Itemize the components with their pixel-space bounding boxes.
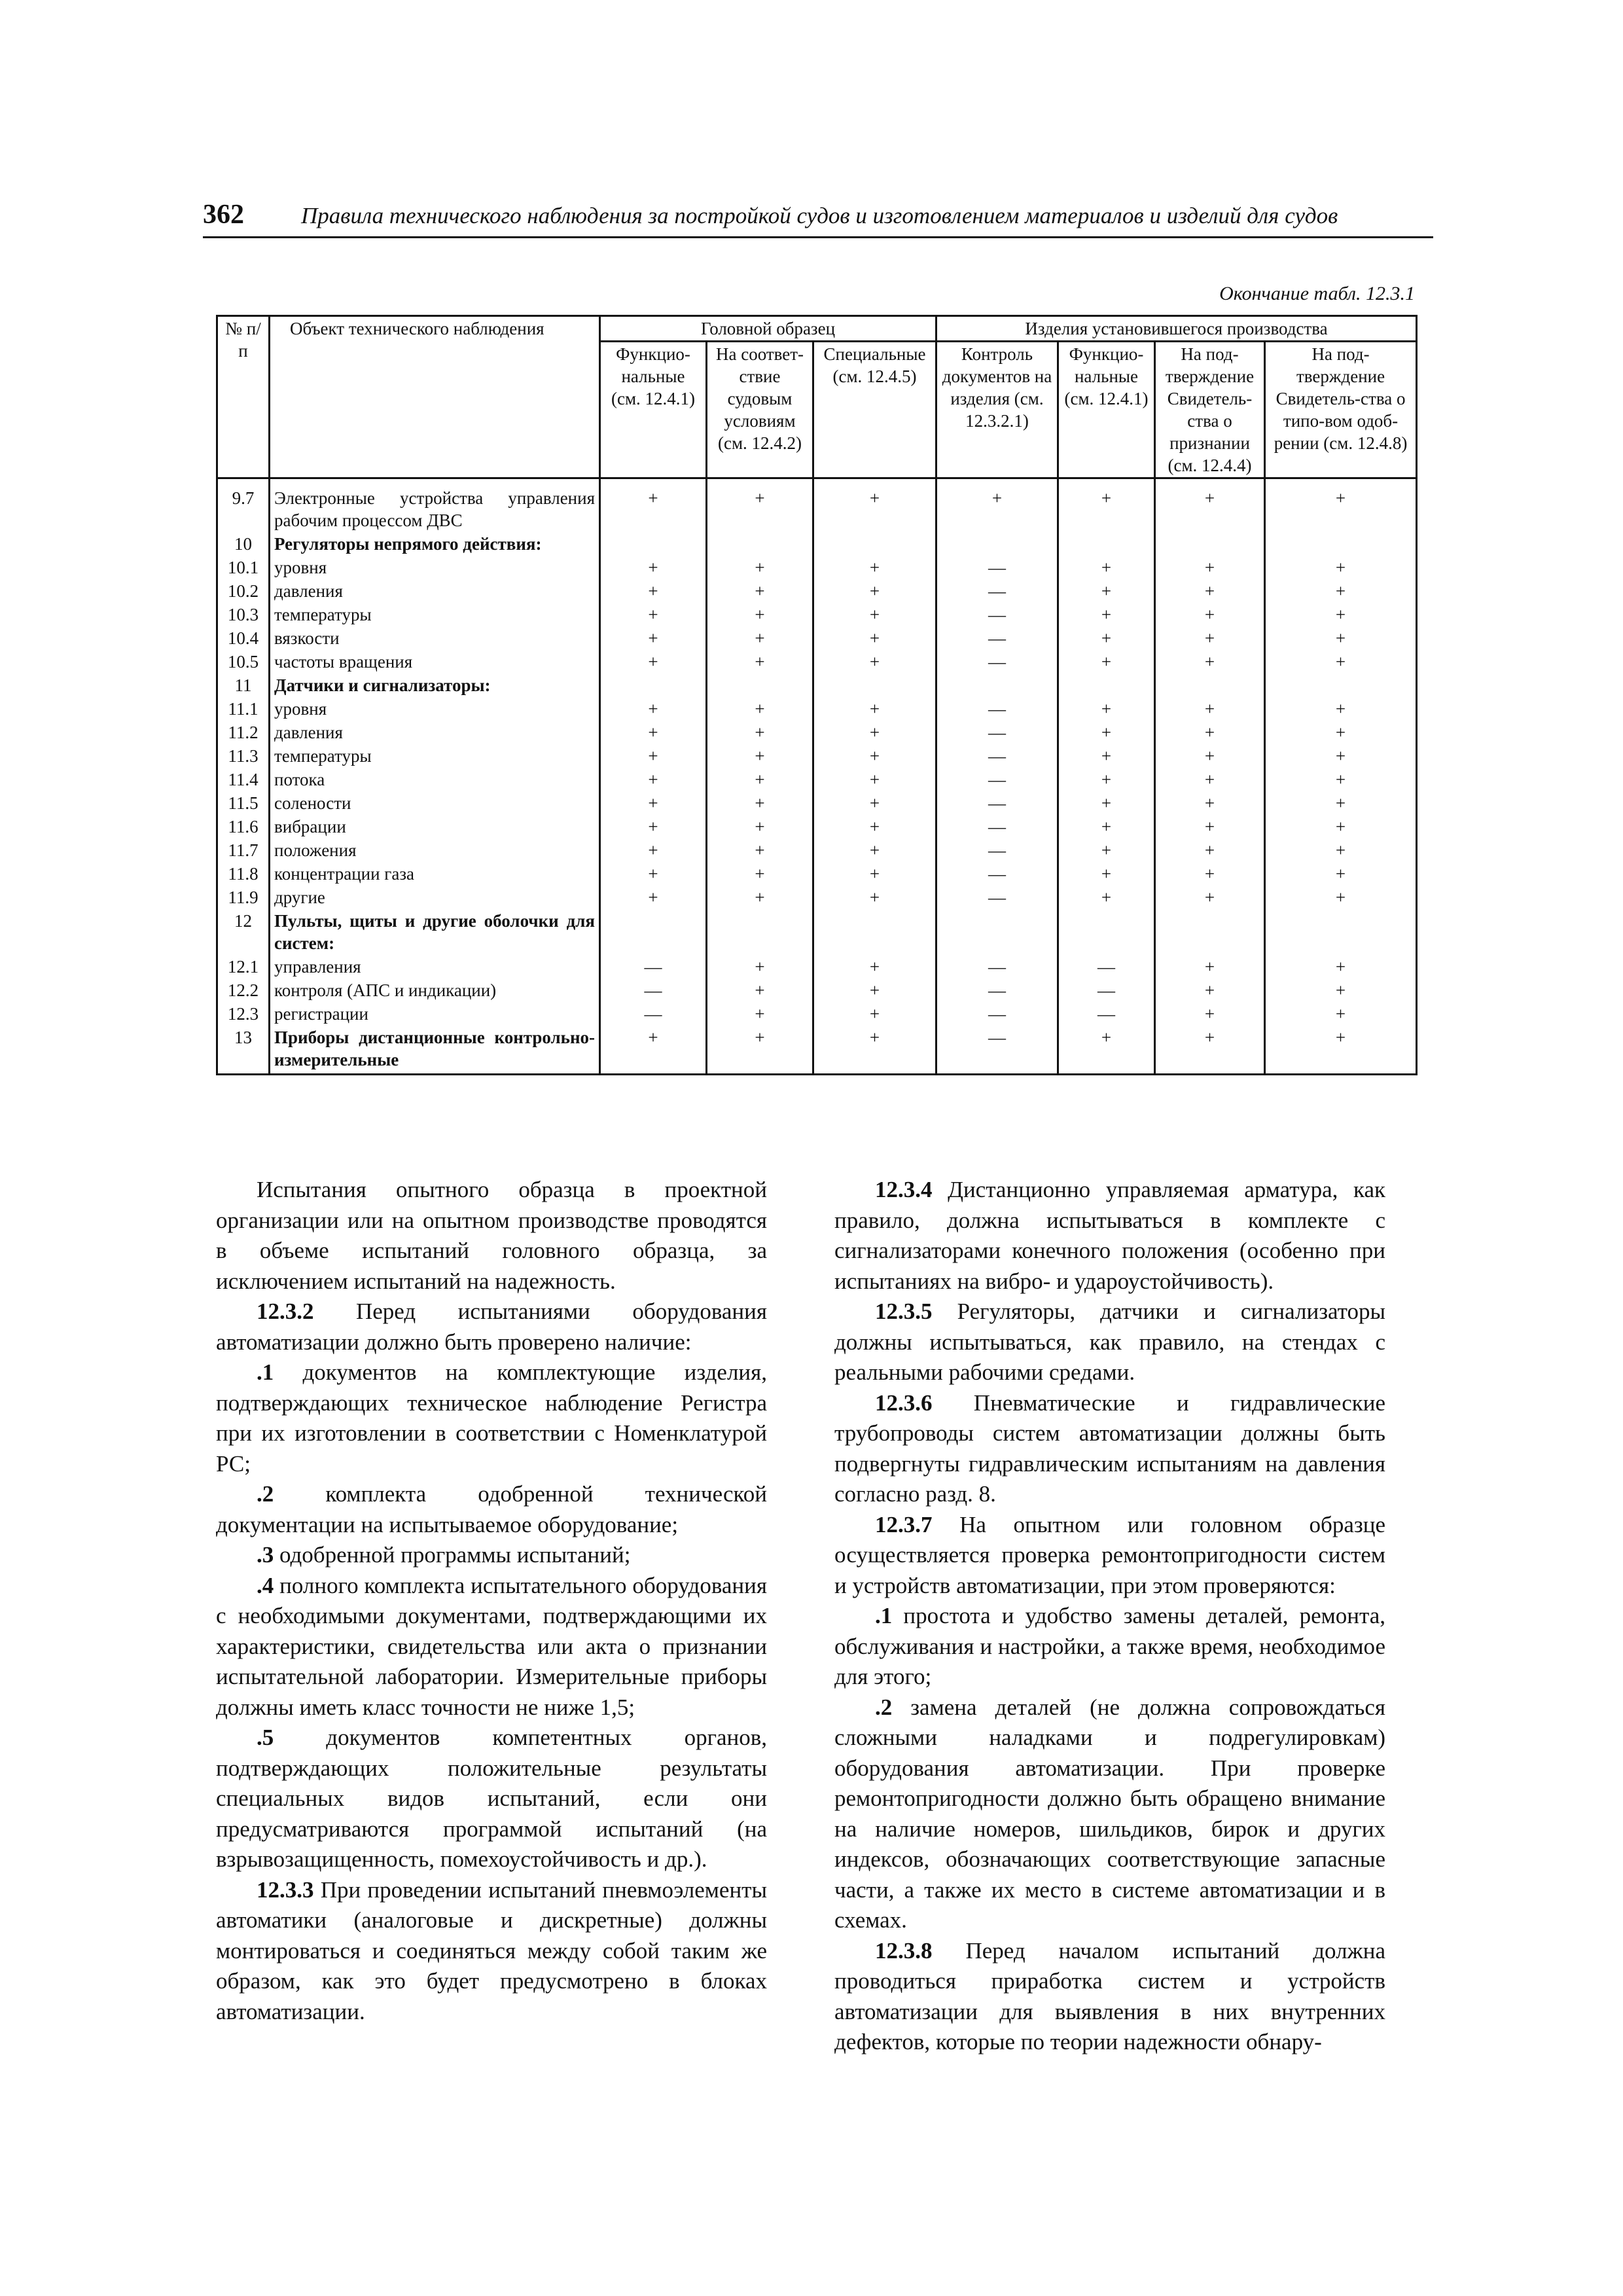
row-number: 12.2: [217, 978, 270, 1002]
table-row: [217, 579, 1417, 603]
row-mark: +: [1058, 838, 1155, 862]
paragraph: [834, 1601, 1385, 1693]
paragraph-text: При проведении испытаний пневмоэлементы автоматики (аналоговые и дискретные) должны монтироваться и соединяться между собой таким же образом, как это будет предусмотрено в блоках автоматизации.: [216, 1876, 767, 2024]
row-mark: [1265, 673, 1417, 697]
row-mark: +: [600, 697, 707, 721]
row-mark: +: [813, 579, 936, 603]
table-row: [217, 955, 1417, 978]
table-row: [217, 978, 1417, 1002]
row-number: 11.9: [217, 886, 270, 909]
row-mark: +: [813, 886, 936, 909]
row-mark: —: [936, 556, 1058, 579]
paragraph: [834, 1936, 1385, 2058]
row-number: 12.1: [217, 955, 270, 978]
clause-number: 12.3.3: [257, 1876, 314, 1903]
clause-number: .3: [257, 1542, 274, 1568]
paragraph: [216, 1297, 767, 1357]
paragraph-text: Перед испытаниями оборудования автоматизации должно быть проверено наличие:: [216, 1299, 767, 1355]
row-mark: —: [936, 650, 1058, 673]
row-mark: +: [1155, 1002, 1265, 1026]
row-mark: +: [600, 603, 707, 626]
row-object: положения: [270, 838, 600, 862]
row-number: 11.1: [217, 697, 270, 721]
row-mark: +: [1155, 556, 1265, 579]
row-mark: +: [1058, 579, 1155, 603]
table-caption: Окончание табл. 12.3.1: [1219, 283, 1415, 304]
row-mark: +: [707, 744, 813, 768]
clause-number: 12.3.5: [875, 1299, 933, 1324]
row-mark: +: [1155, 955, 1265, 978]
row-mark: [936, 532, 1058, 556]
row-mark: —: [1058, 1002, 1155, 1026]
row-mark: +: [600, 862, 707, 886]
row-mark: —: [936, 978, 1058, 1002]
row-mark: +: [813, 744, 936, 768]
clause-number: .5: [257, 1725, 274, 1750]
row-mark: +: [1265, 721, 1417, 744]
row-object: уровня: [270, 556, 600, 579]
row-mark: +: [813, 862, 936, 886]
col-header-3: Специальные (см. 12.4.5): [813, 342, 936, 478]
row-number: 11.3: [217, 744, 270, 768]
row-mark: +: [813, 697, 936, 721]
row-mark: —: [1058, 978, 1155, 1002]
text-column-left: [216, 1175, 767, 2027]
table-row: [217, 673, 1417, 697]
row-mark: +: [707, 697, 813, 721]
row-mark: +: [1155, 579, 1265, 603]
row-mark: +: [600, 886, 707, 909]
row-object: Регуляторы непрямого действия:: [270, 532, 600, 556]
row-number: 11: [217, 673, 270, 697]
paragraph-text: Пневматические и гидравлические трубопроводы систем автоматизации должны быть подвергнуты гидравлическим испытаниям на давления согласно разд. 8.: [834, 1390, 1385, 1507]
row-number: 10.3: [217, 603, 270, 626]
row-number: 10.4: [217, 626, 270, 650]
row-number: 12.3: [217, 1002, 270, 1026]
row-number: 11.8: [217, 862, 270, 886]
clause-number: .2: [875, 1694, 893, 1720]
row-mark: +: [707, 862, 813, 886]
table-row: [217, 1002, 1417, 1026]
row-mark: +: [813, 1002, 936, 1026]
paragraph: [834, 1510, 1385, 1602]
row-mark: [813, 673, 936, 697]
row-mark: +: [1058, 478, 1155, 533]
group-header-serial: Изделия установившегося производства: [936, 316, 1417, 342]
clause-number: 12.3.8: [875, 1937, 933, 1964]
row-mark: +: [1265, 815, 1417, 838]
row-mark: —: [936, 1026, 1058, 1075]
row-mark: +: [600, 838, 707, 862]
row-mark: +: [813, 603, 936, 626]
col-header-6: На под-тверждение Свидетель-ства о признании (см. 12.4.4): [1155, 342, 1265, 478]
row-mark: +: [1058, 603, 1155, 626]
table-row: [217, 721, 1417, 744]
row-object: давления: [270, 579, 600, 603]
row-number: 11.4: [217, 768, 270, 791]
row-mark: +: [600, 721, 707, 744]
row-mark: +: [707, 886, 813, 909]
row-mark: +: [600, 768, 707, 791]
header-rule: [203, 236, 1433, 238]
table-row: [217, 626, 1417, 650]
row-object: контроля (АПС и индикации): [270, 978, 600, 1002]
row-mark: +: [1265, 603, 1417, 626]
row-mark: —: [936, 579, 1058, 603]
row-mark: +: [1058, 862, 1155, 886]
row-mark: +: [707, 955, 813, 978]
row-object: регистрации: [270, 1002, 600, 1026]
row-mark: +: [1265, 478, 1417, 533]
clause-number: 12.3.7: [875, 1511, 933, 1537]
row-mark: +: [813, 650, 936, 673]
row-mark: [707, 673, 813, 697]
row-mark: +: [813, 955, 936, 978]
paragraph: [216, 1723, 767, 1875]
table-row: [217, 1026, 1417, 1075]
row-mark: +: [1155, 978, 1265, 1002]
row-mark: +: [707, 478, 813, 533]
row-number: 11.5: [217, 791, 270, 815]
row-mark: [1155, 532, 1265, 556]
row-mark: +: [707, 838, 813, 862]
row-mark: +: [1058, 1026, 1155, 1075]
row-number: 10.2: [217, 579, 270, 603]
row-mark: +: [600, 791, 707, 815]
row-object: давления: [270, 721, 600, 744]
row-mark: +: [707, 815, 813, 838]
row-mark: +: [707, 650, 813, 673]
paragraph-text: Дистанционно управляемая арматура, как правило, должна испытываться в комплекте с сигнализаторами конечного положения (особенно при испытаниях на вибро- и удароустойчивость).: [834, 1177, 1385, 1294]
table-row: [217, 791, 1417, 815]
table-row: [217, 909, 1417, 955]
row-mark: +: [1265, 978, 1417, 1002]
row-object: управления: [270, 955, 600, 978]
row-object: Пульты, щиты и другие оболочки для систем:: [270, 909, 600, 955]
row-mark: +: [1265, 955, 1417, 978]
row-mark: [1058, 673, 1155, 697]
page-header: [203, 196, 1433, 236]
row-mark: —: [936, 886, 1058, 909]
row-mark: +: [1058, 791, 1155, 815]
row-mark: +: [707, 791, 813, 815]
row-mark: —: [600, 1002, 707, 1026]
col-header-object: Объект технического наблюдения: [270, 316, 600, 478]
paragraph-text: Испытания опытного образца в проектной организации или на опытном производстве проводятся в объеме испытаний головного образца, за исключением испытаний на надежность.: [216, 1177, 767, 1294]
row-mark: [600, 909, 707, 955]
row-mark: [1265, 532, 1417, 556]
row-object: температуры: [270, 603, 600, 626]
row-mark: —: [936, 626, 1058, 650]
clause-number: 12.3.4: [875, 1177, 933, 1202]
row-number: 10.5: [217, 650, 270, 673]
row-mark: +: [813, 478, 936, 533]
row-mark: —: [1058, 955, 1155, 978]
page-number: 362: [203, 200, 244, 230]
row-mark: +: [813, 1026, 936, 1075]
row-mark: +: [1155, 862, 1265, 886]
col-header-7: На под-тверждение Свидетель-ства о типо-вом одоб-рении (см. 12.4.8): [1265, 342, 1417, 478]
row-mark: [936, 909, 1058, 955]
row-mark: +: [813, 721, 936, 744]
row-mark: +: [1058, 744, 1155, 768]
paragraph: [216, 1357, 767, 1479]
row-number: 13: [217, 1026, 270, 1075]
row-object: концентрации газа: [270, 862, 600, 886]
row-mark: +: [600, 1026, 707, 1075]
row-mark: +: [1058, 721, 1155, 744]
row-mark: +: [707, 1002, 813, 1026]
paragraph-text: Регуляторы, датчики и сигнализаторы должны испытываться, как правило, на стендах с реальными рабочими средами.: [834, 1299, 1385, 1385]
row-mark: +: [936, 478, 1058, 533]
row-mark: +: [1265, 626, 1417, 650]
table-row: [217, 768, 1417, 791]
row-mark: +: [1265, 768, 1417, 791]
row-mark: [813, 909, 936, 955]
col-header-num: № п/п: [217, 316, 270, 478]
row-mark: +: [1265, 1002, 1417, 1026]
row-mark: —: [936, 815, 1058, 838]
row-mark: +: [1058, 650, 1155, 673]
row-mark: +: [1058, 626, 1155, 650]
table-row: [217, 650, 1417, 673]
clause-number: .1: [257, 1359, 274, 1385]
row-mark: +: [1155, 838, 1265, 862]
row-mark: [600, 532, 707, 556]
row-object: вязкости: [270, 626, 600, 650]
table-row: [217, 815, 1417, 838]
row-mark: +: [1155, 768, 1265, 791]
row-mark: +: [1155, 886, 1265, 909]
row-mark: +: [813, 978, 936, 1002]
running-title: Правила технического наблюдения за постройкой судов и изготовлением материалов и изделий для судов: [301, 203, 1338, 228]
table-row: [217, 478, 1417, 533]
row-mark: +: [600, 744, 707, 768]
paragraph-text: Перед началом испытаний должна проводиться приработка систем и устройств автоматизации для выявления в них внутренних дефектов, которые по теории надежности обнару-: [834, 1937, 1385, 2054]
row-mark: +: [1265, 744, 1417, 768]
row-mark: +: [1265, 838, 1417, 862]
row-mark: +: [707, 978, 813, 1002]
row-mark: +: [707, 626, 813, 650]
row-mark: —: [936, 721, 1058, 744]
row-mark: —: [936, 603, 1058, 626]
row-mark: +: [1058, 815, 1155, 838]
row-mark: —: [936, 1002, 1058, 1026]
row-mark: —: [936, 838, 1058, 862]
row-mark: [707, 532, 813, 556]
row-number: 11.6: [217, 815, 270, 838]
table-row: [217, 697, 1417, 721]
row-mark: —: [600, 978, 707, 1002]
row-mark: +: [600, 579, 707, 603]
table-row: [217, 744, 1417, 768]
row-mark: +: [1155, 1026, 1265, 1075]
row-mark: +: [1058, 886, 1155, 909]
row-mark: +: [1265, 791, 1417, 815]
row-mark: +: [1265, 697, 1417, 721]
row-mark: —: [600, 955, 707, 978]
row-mark: +: [1265, 886, 1417, 909]
row-mark: [1058, 909, 1155, 955]
table-row: [217, 532, 1417, 556]
row-mark: +: [813, 815, 936, 838]
paragraph: [216, 1540, 767, 1571]
paragraph-text: комплекта одобренной технической документации на испытываемое оборудование;: [216, 1481, 767, 1537]
row-number: 12: [217, 909, 270, 955]
row-mark: +: [1155, 791, 1265, 815]
row-mark: +: [1155, 603, 1265, 626]
row-object: потока: [270, 768, 600, 791]
row-mark: [1155, 673, 1265, 697]
paragraph-text: замена деталей (не должна сопровождаться сложными наладками и подрегулировкам) оборудования автоматизации. При проверке ремонтопригодности должно быть обращено внимание на наличие номеров, шильдиков, бирок и других индексов, обозначающих соответствующие запасные части, а также их место в системе автоматизации и в схемах.: [834, 1694, 1385, 1933]
row-mark: +: [707, 768, 813, 791]
row-number: 10.1: [217, 556, 270, 579]
row-mark: [707, 909, 813, 955]
row-mark: —: [936, 955, 1058, 978]
row-mark: +: [1265, 650, 1417, 673]
row-mark: —: [936, 744, 1058, 768]
row-mark: +: [813, 556, 936, 579]
row-mark: +: [1155, 815, 1265, 838]
row-mark: [1058, 532, 1155, 556]
row-object: вибрации: [270, 815, 600, 838]
row-mark: +: [707, 556, 813, 579]
row-mark: +: [1155, 697, 1265, 721]
row-mark: +: [813, 768, 936, 791]
row-object: другие: [270, 886, 600, 909]
row-mark: +: [1155, 650, 1265, 673]
clause-number: .1: [875, 1603, 893, 1628]
row-mark: +: [1155, 744, 1265, 768]
row-mark: [600, 673, 707, 697]
group-header-prototype: Головной образец: [600, 316, 936, 342]
clause-number: 12.3.2: [257, 1299, 314, 1324]
row-mark: [1265, 909, 1417, 955]
row-mark: +: [1265, 862, 1417, 886]
col-header-5: Функцио-нальные (см. 12.4.1): [1058, 342, 1155, 478]
row-mark: [1155, 909, 1265, 955]
clause-number: .4: [257, 1572, 274, 1598]
row-object: температуры: [270, 744, 600, 768]
row-mark: +: [707, 1026, 813, 1075]
row-object: Приборы дистанционные контрольно-измерительные: [270, 1026, 600, 1075]
row-mark: +: [600, 650, 707, 673]
row-object: Электронные устройства управления рабочим процессом ДВС: [270, 478, 600, 533]
row-mark: +: [707, 721, 813, 744]
row-object: уровня: [270, 697, 600, 721]
row-mark: +: [1155, 721, 1265, 744]
row-mark: [936, 673, 1058, 697]
row-mark: +: [1265, 556, 1417, 579]
row-mark: +: [600, 626, 707, 650]
row-mark: —: [936, 697, 1058, 721]
col-header-2: На соответ-ствие судовым условиям (см. 12.4.2): [707, 342, 813, 478]
clause-number: .2: [257, 1481, 274, 1507]
paragraph: [834, 1388, 1385, 1510]
paragraph: [216, 1571, 767, 1723]
table-row: [217, 556, 1417, 579]
row-mark: +: [600, 556, 707, 579]
row-mark: +: [1265, 1026, 1417, 1075]
paragraph: [216, 1479, 767, 1540]
paragraph: [834, 1297, 1385, 1388]
row-mark: +: [813, 838, 936, 862]
clause-number: 12.3.6: [875, 1390, 933, 1416]
paragraph-text: документов на комплектующие изделия, подтверждающих техническое наблюдение Регистра при их изготовлении в соответствии с Номенклатурой РС;: [216, 1359, 767, 1477]
paragraph: [834, 1175, 1385, 1297]
row-mark: +: [707, 603, 813, 626]
row-mark: +: [600, 478, 707, 533]
inspection-table: [216, 315, 1418, 1075]
table-row: [217, 886, 1417, 909]
row-number: 10: [217, 532, 270, 556]
col-header-1: Функцио-нальные (см. 12.4.1): [600, 342, 707, 478]
row-mark: +: [1058, 556, 1155, 579]
row-number: 9.7: [217, 478, 270, 533]
row-mark: +: [1265, 579, 1417, 603]
row-mark: [813, 532, 936, 556]
row-mark: +: [1058, 768, 1155, 791]
row-object: солености: [270, 791, 600, 815]
row-mark: +: [600, 815, 707, 838]
paragraph: [216, 1175, 767, 1297]
row-object: Датчики и сигнализаторы:: [270, 673, 600, 697]
paragraph: [834, 1693, 1385, 1936]
table-row: [217, 838, 1417, 862]
paragraph-text: полного комплекта испытательного оборудования с необходимыми документами, подтверждающими их характеристики, свидетельства или акта о признании испытательной лаборатории. Измерительные приборы должны иметь класс точности не ниже 1,5;: [216, 1572, 767, 1720]
row-mark: —: [936, 768, 1058, 791]
table-row: [217, 603, 1417, 626]
col-header-4: Контроль документов на изделия (см. 12.3.2.1): [936, 342, 1058, 478]
row-mark: +: [1155, 478, 1265, 533]
paragraph-text: простота и удобство замены деталей, ремонта, обслуживания и настройки, а также время, необходимое для этого;: [834, 1603, 1385, 1689]
row-mark: +: [1058, 697, 1155, 721]
row-mark: —: [936, 862, 1058, 886]
row-mark: +: [707, 579, 813, 603]
row-mark: +: [813, 626, 936, 650]
row-mark: +: [1155, 626, 1265, 650]
row-number: 11.2: [217, 721, 270, 744]
row-mark: —: [936, 791, 1058, 815]
table-row: [217, 862, 1417, 886]
paragraph: [216, 1875, 767, 2028]
paragraph-text: документов компетентных органов, подтверждающих положительные результаты специальных видов испытаний, если они предусматриваются программой испытаний (на взрывозащищенность, помехоустойчивость и др.).: [216, 1725, 767, 1872]
row-mark: +: [813, 791, 936, 815]
row-object: частоты вращения: [270, 650, 600, 673]
paragraph-text: На опытном или головном образце осуществляется проверка ремонтопригодности систем и устройств автоматизации, при этом проверяются:: [834, 1511, 1385, 1598]
paragraph-text: одобренной программы испытаний;: [274, 1542, 631, 1568]
row-number: 11.7: [217, 838, 270, 862]
text-column-right: [834, 1175, 1385, 2058]
